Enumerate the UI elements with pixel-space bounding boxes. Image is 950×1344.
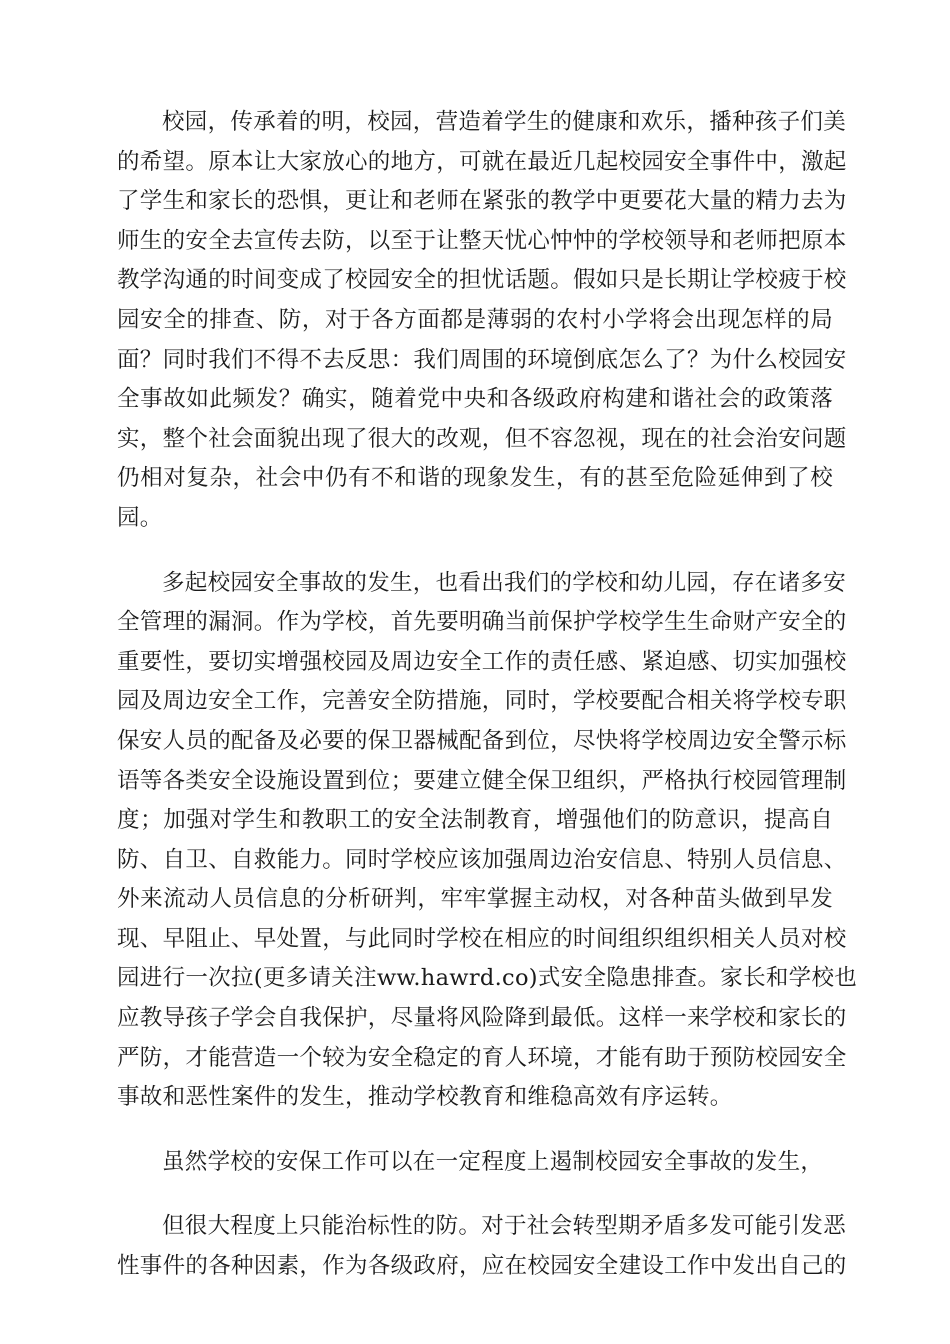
text-line: 园进行一次拉(更多请关注ww.hawrd.co)式安全隐患排查。家长和学校也 <box>117 965 858 992</box>
text-line: 多起校园安全事故的发生，也看出我们的学校和幼儿园，存在诸多安 <box>162 569 847 596</box>
text-line: 虽然学校的安保工作可以在一定程度上遏制校园安全事故的发生， <box>162 1148 824 1175</box>
text-line: 语等各类安全设施设置到位；要建立健全保卫组织，严格执行校园管理制 <box>117 767 847 794</box>
paragraph-4 <box>117 1207 847 1286</box>
text-line: 但很大程度上只能治标性的防。对于社会转型期矛盾多发可能引发恶 <box>162 1213 847 1240</box>
text-line: 应教导孩子学会自我保护，尽量将风险降到最低。这样一来学校和家长的 <box>117 1005 847 1032</box>
text-line: 了学生和家长的恐惧，更让和老师在紧张的教学中更要花大量的精力去为 <box>117 188 847 215</box>
text-line: 事故和恶性案件的发生，推动学校教育和维稳高效有序运转。 <box>117 1084 733 1111</box>
text-line: 园及周边安全工作，完善安全防措施，同时，学校要配合相关将学校专职 <box>117 688 847 715</box>
paragraph-3 <box>117 1143 833 1183</box>
text-line: 重要性，要切实增强校园及周边安全工作的责任感、紧迫感、切实加强校 <box>117 648 847 675</box>
text-line: 全管理的漏洞。作为学校，首先要明确当前保护学校学生生命财产安全的 <box>117 609 847 636</box>
text-line: 的希望。原本让大家放心的地方，可就在最近几起校园安全事件中，激起 <box>117 148 847 175</box>
text-line: 防、自卫、自救能力。同时学校应该加强周边治安信息、特别人员信息、 <box>117 846 847 873</box>
text-line: 性事件的各种因素，作为各级政府，应在校园安全建设工作中发出自己的 <box>117 1253 847 1280</box>
text-line: 实，整个社会面貌出现了很大的改观，但不容忽视，现在的社会治安问题 <box>117 425 847 452</box>
text-line: 面？同时我们不得不去反思：我们周围的环境倒底怎么了？为什么校园安 <box>117 346 847 373</box>
text-line: 园安全的排查、防，对于各方面都是薄弱的农村小学将会出现怎样的局 <box>117 306 833 333</box>
text-line: 仍相对复杂，社会中仍有不和谐的现象发生，有的甚至危险延伸到了校 <box>117 465 833 492</box>
document-body <box>117 103 858 1312</box>
text-line: 园。 <box>117 504 163 531</box>
text-line: 保安人员的配备及必要的保卫器械配备到位，尽快将学校周边安全警示标 <box>117 727 847 754</box>
text-line: 校园，传承着的明，校园，营造着学生的健康和欢乐，播种孩子们美 <box>162 109 847 135</box>
text-line: 师生的安全去宣传去防，以至于让整天忧心忡忡的学校领导和老师把原本 <box>117 227 847 254</box>
paragraph-2 <box>117 564 858 1118</box>
text-line: 现、早阻止、早处置，与此同时学校在相应的时间组织组织相关人员对校 <box>117 925 847 952</box>
text-line: 全事故如此频发？确实，随着党中央和各级政府构建和谐社会的政策落 <box>117 386 833 413</box>
paragraph-1 <box>117 103 847 539</box>
text-line: 严防，才能营造一个较为安全稳定的育人环境，才能有助于预防校园安全 <box>117 1044 847 1071</box>
text-line: 教学沟通的时间变成了校园安全的担忧话题。假如只是长期让学校疲于校 <box>117 267 847 294</box>
text-line: 外来流动人员信息的分析研判，牢牢掌握主动权，对各种苗头做到早发 <box>117 886 833 913</box>
text-line: 度；加强对学生和教职工的安全法制教育，增强他们的防意识，提高自 <box>117 807 833 834</box>
